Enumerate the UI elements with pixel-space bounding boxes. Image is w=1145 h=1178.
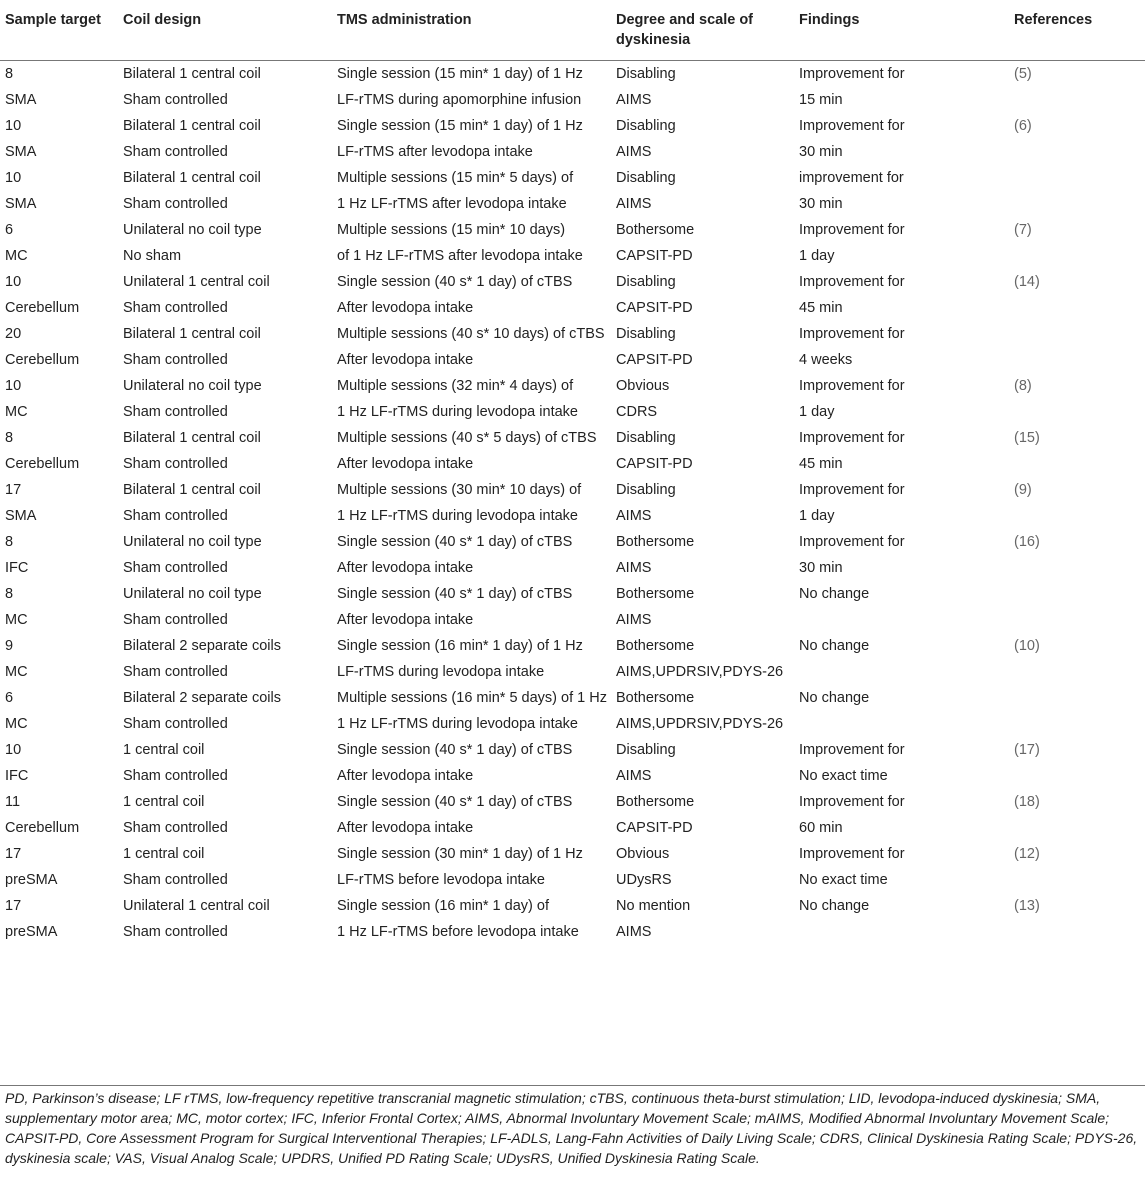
cell-sample-target: MC	[5, 611, 28, 628]
cell-findings: Improvement for	[799, 221, 905, 238]
cell-coil-design: 1 central coil	[123, 845, 205, 862]
cell-reference	[1009, 321, 1145, 347]
table-row	[0, 373, 1145, 399]
cell-reference: (13)	[1014, 897, 1040, 914]
cell-degree-scale: Disabling	[616, 481, 676, 498]
cell-sample-target: Cerebellum	[5, 819, 80, 836]
cell-findings: No change	[799, 637, 870, 654]
cell-degree-scale: No mention	[616, 897, 691, 914]
cell-coil-design: Sham controlled	[123, 559, 228, 576]
table-row	[0, 425, 1145, 451]
cell-coil-design: Bilateral 1 central coil	[123, 117, 261, 134]
cell-findings: 45 min	[799, 455, 843, 472]
header-row	[0, 6, 1145, 61]
cell-degree-scale: AIMS	[616, 923, 652, 940]
table-row	[0, 529, 1145, 555]
table-row	[0, 711, 1145, 737]
cell-coil-design: Sham controlled	[123, 195, 228, 212]
cell-degree-scale: Obvious	[616, 845, 670, 862]
cell-degree-scale: Disabling	[616, 429, 676, 446]
cell-degree-scale: Disabling	[616, 117, 676, 134]
table-row	[0, 139, 1145, 165]
cell-tms-administration: Single session (16 min* 1 day) of 1 Hz	[337, 637, 583, 654]
table-row	[0, 893, 1145, 919]
cell-reference	[1009, 815, 1145, 841]
cell-sample-target: 10	[5, 741, 22, 758]
cell-degree-scale: AIMS	[616, 611, 652, 628]
cell-findings	[794, 659, 1009, 685]
cell-tms-administration: of 1 Hz LF-rTMS after levodopa intake	[337, 247, 583, 264]
cell-tms-administration: Multiple sessions (30 min* 10 days) of	[337, 481, 582, 498]
cell-tms-administration: Single session (40 s* 1 day) of cTBS	[337, 585, 573, 602]
table-row	[0, 685, 1145, 711]
header-coil-design: Coil design	[118, 6, 332, 61]
cell-degree-scale: UDysRS	[616, 871, 672, 888]
cell-coil-design: Sham controlled	[123, 143, 228, 160]
header-findings: Findings	[794, 6, 1009, 61]
cell-sample-target: 6	[5, 221, 14, 238]
cell-tms-administration: Single session (40 s* 1 day) of cTBS	[337, 793, 573, 810]
cell-sample-target: 6	[5, 689, 14, 706]
table-row	[0, 347, 1145, 373]
cell-tms-administration: After levodopa intake	[337, 455, 474, 472]
header-sample-target: Sample target	[0, 6, 118, 61]
cell-tms-administration: LF-rTMS during apomorphine infusion	[337, 91, 582, 108]
cell-degree-scale: CDRS	[616, 403, 658, 420]
cell-coil-design: Sham controlled	[123, 767, 228, 784]
cell-reference	[1009, 399, 1145, 425]
cell-coil-design: Sham controlled	[123, 455, 228, 472]
cell-sample-target: 10	[5, 169, 22, 186]
cell-findings: Improvement for	[799, 65, 905, 82]
cell-coil-design: Unilateral 1 central coil	[123, 273, 270, 290]
cell-tms-administration: Single session (30 min* 1 day) of 1 Hz	[337, 845, 583, 862]
table-row	[0, 399, 1145, 425]
cell-findings: No change	[799, 897, 870, 914]
table-row	[0, 295, 1145, 321]
cell-sample-target: SMA	[5, 195, 37, 212]
header-tms-administration: TMS administration	[332, 6, 611, 61]
cell-tms-administration: Single session (40 s* 1 day) of cTBS	[337, 273, 573, 290]
cell-sample-target: Cerebellum	[5, 351, 80, 368]
cell-coil-design: Unilateral no coil type	[123, 221, 262, 238]
cell-reference	[1009, 581, 1145, 607]
cell-tms-administration: Single session (15 min* 1 day) of 1 Hz	[337, 65, 583, 82]
cell-degree-scale: Disabling	[616, 169, 676, 186]
table-row	[0, 321, 1145, 347]
cell-tms-administration: After levodopa intake	[337, 351, 474, 368]
cell-sample-target: 9	[5, 637, 14, 654]
cell-reference	[1009, 555, 1145, 581]
cell-degree-scale: Disabling	[616, 741, 676, 758]
table-row	[0, 659, 1145, 685]
cell-tms-administration: Multiple sessions (40 s* 10 days) of cTBS	[337, 325, 605, 342]
table-row	[0, 217, 1145, 243]
cell-reference	[1009, 451, 1145, 477]
cell-reference	[1009, 503, 1145, 529]
cell-degree-scale: AIMS	[616, 91, 652, 108]
cell-sample-target: 20	[5, 325, 22, 342]
cell-findings: No change	[799, 689, 870, 706]
cell-reference: (5)	[1014, 65, 1032, 82]
cell-sample-target: 17	[5, 481, 22, 498]
table-footnote: PD, Parkinson’s disease; LF rTMS, low-frequency repetitive transcranial magnetic stimulation; cTBS, continuous theta-burst stimulation; LID, levodopa-induced dyskinesia; SMA, supplementary motor area; MC, motor cortex; IFC, Inferior Frontal Cortex; AIMS, Abnormal Involuntary Movement Scale; mAIMS, Modified Abnormal Involuntary Movement Scale; CAPSIT-PD, Core Assessment Program for Surgical Interventional Therapies; LF-ADLS, Lang-Fahn Activities of Daily Living Scale; CDRS, Clinical Dyskinesia Rating Scale; PDYS-26, dyskinesia scale; VAS, Visual Analog Scale; UPDRS, Unified PD Rating Scale; UDysRS, Unified Dyskinesia Rating Scale.	[5, 1090, 1138, 1166]
cell-coil-design: Bilateral 2 separate coils	[123, 689, 281, 706]
cell-degree-scale: AIMS	[616, 195, 652, 212]
cell-reference: (7)	[1014, 221, 1032, 238]
header-references: References	[1009, 6, 1145, 61]
table-row	[0, 243, 1145, 269]
cell-findings: Improvement for	[799, 273, 905, 290]
cell-reference	[1009, 867, 1145, 893]
cell-findings: Improvement for	[799, 845, 905, 862]
cell-reference	[1009, 685, 1145, 711]
cell-tms-administration: Single session (16 min* 1 day) of	[337, 897, 549, 914]
cell-findings: Improvement for	[799, 325, 905, 342]
cell-reference: (16)	[1014, 533, 1040, 550]
cell-coil-design: Bilateral 2 separate coils	[123, 637, 281, 654]
table-row	[0, 503, 1145, 529]
cell-sample-target: 17	[5, 845, 22, 862]
cell-sample-target: IFC	[5, 767, 29, 784]
cell-coil-design: Bilateral 1 central coil	[123, 325, 261, 342]
cell-tms-administration: After levodopa intake	[337, 767, 474, 784]
cell-tms-administration: Single session (40 s* 1 day) of cTBS	[337, 741, 573, 758]
cell-degree-scale: Bothersome	[616, 533, 695, 550]
table-row	[0, 113, 1145, 139]
cell-degree-scale: AIMS,UPDRSIV,PDYS-26	[616, 663, 784, 680]
cell-coil-design: Sham controlled	[123, 91, 228, 108]
cell-degree-scale: AIMS	[616, 767, 652, 784]
cell-tms-administration: Multiple sessions (32 min* 4 days) of	[337, 377, 574, 394]
cell-reference: (8)	[1014, 377, 1032, 394]
cell-degree-scale: CAPSIT-PD	[616, 351, 693, 368]
cell-sample-target: SMA	[5, 143, 37, 160]
cell-sample-target: MC	[5, 663, 28, 680]
cell-findings	[794, 919, 1009, 945]
cell-tms-administration: Single session (15 min* 1 day) of 1 Hz	[337, 117, 583, 134]
cell-sample-target: Cerebellum	[5, 299, 80, 316]
table-header	[0, 6, 1145, 61]
cell-reference	[1009, 919, 1145, 945]
cell-reference	[1009, 87, 1145, 113]
cell-degree-scale: Disabling	[616, 65, 676, 82]
cell-degree-scale: AIMS,UPDRSIV,PDYS-26	[616, 715, 784, 732]
table-row	[0, 607, 1145, 633]
cell-findings: Improvement for	[799, 533, 905, 550]
cell-degree-scale: AIMS	[616, 507, 652, 524]
cell-tms-administration: Multiple sessions (15 min* 5 days) of	[337, 169, 574, 186]
cell-reference: (12)	[1014, 845, 1040, 862]
cell-degree-scale: CAPSIT-PD	[616, 299, 693, 316]
table-row	[0, 451, 1145, 477]
cell-reference	[1009, 347, 1145, 373]
cell-tms-administration: After levodopa intake	[337, 299, 474, 316]
table-row	[0, 841, 1145, 867]
cell-sample-target: SMA	[5, 91, 37, 108]
cell-coil-design: Sham controlled	[123, 923, 228, 940]
cell-findings: 15 min	[799, 91, 843, 108]
cell-reference: (10)	[1014, 637, 1040, 654]
cell-sample-target: 17	[5, 897, 22, 914]
cell-tms-administration: After levodopa intake	[337, 819, 474, 836]
tms-studies-table	[0, 6, 1145, 945]
header-degree-scale: Degree and scale of dyskinesia	[611, 6, 794, 61]
cell-tms-administration: 1 Hz LF-rTMS during levodopa intake	[337, 507, 578, 524]
cell-findings: Improvement for	[799, 117, 905, 134]
cell-coil-design: Sham controlled	[123, 403, 228, 420]
cell-findings: improvement for	[799, 169, 904, 186]
cell-degree-scale: AIMS	[616, 143, 652, 160]
cell-degree-scale: Bothersome	[616, 585, 695, 602]
cell-degree-scale: Obvious	[616, 377, 670, 394]
footnote-divider	[0, 1085, 1145, 1086]
cell-reference	[1009, 763, 1145, 789]
cell-coil-design: Bilateral 1 central coil	[123, 481, 261, 498]
cell-coil-design: No sham	[123, 247, 182, 264]
cell-coil-design: 1 central coil	[123, 741, 205, 758]
table-row	[0, 763, 1145, 789]
cell-tms-administration: Multiple sessions (15 min* 10 days)	[337, 221, 566, 238]
cell-degree-scale: CAPSIT-PD	[616, 247, 693, 264]
cell-reference	[1009, 139, 1145, 165]
cell-findings	[794, 607, 1009, 633]
table-row	[0, 581, 1145, 607]
cell-tms-administration: Multiple sessions (16 min* 5 days) of 1 Hz	[337, 689, 607, 706]
cell-tms-administration: LF-rTMS after levodopa intake	[337, 143, 533, 160]
cell-coil-design: Sham controlled	[123, 351, 228, 368]
cell-reference	[1009, 295, 1145, 321]
table-body	[0, 61, 1145, 946]
cell-coil-design: Sham controlled	[123, 715, 228, 732]
cell-findings: No exact time	[799, 767, 888, 784]
cell-coil-design: Unilateral no coil type	[123, 585, 262, 602]
table-row	[0, 269, 1145, 295]
cell-tms-administration: Single session (40 s* 1 day) of cTBS	[337, 533, 573, 550]
cell-findings: Improvement for	[799, 793, 905, 810]
cell-coil-design: Unilateral no coil type	[123, 533, 262, 550]
cell-tms-administration: 1 Hz LF-rTMS during levodopa intake	[337, 403, 578, 420]
cell-findings: 30 min	[799, 195, 843, 212]
cell-coil-design: Sham controlled	[123, 299, 228, 316]
cell-degree-scale: CAPSIT-PD	[616, 455, 693, 472]
cell-findings: 45 min	[799, 299, 843, 316]
table-row	[0, 867, 1145, 893]
cell-findings	[794, 711, 1009, 737]
table-row	[0, 919, 1145, 945]
cell-coil-design: Unilateral 1 central coil	[123, 897, 270, 914]
cell-reference: (18)	[1014, 793, 1040, 810]
cell-sample-target: Cerebellum	[5, 455, 80, 472]
cell-coil-design: Bilateral 1 central coil	[123, 429, 261, 446]
cell-tms-administration: Multiple sessions (40 s* 5 days) of cTBS	[337, 429, 597, 446]
table-row	[0, 555, 1145, 581]
table-row	[0, 815, 1145, 841]
cell-sample-target: IFC	[5, 559, 29, 576]
cell-reference	[1009, 191, 1145, 217]
cell-findings: No change	[799, 585, 870, 602]
cell-coil-design: Sham controlled	[123, 871, 228, 888]
cell-findings: Improvement for	[799, 741, 905, 758]
table-row	[0, 87, 1145, 113]
cell-coil-design: Sham controlled	[123, 611, 228, 628]
cell-tms-administration: 1 Hz LF-rTMS after levodopa intake	[337, 195, 567, 212]
cell-degree-scale: Bothersome	[616, 793, 695, 810]
cell-findings: 1 day	[799, 247, 835, 264]
cell-tms-administration: After levodopa intake	[337, 611, 474, 628]
cell-findings: 1 day	[799, 507, 835, 524]
cell-findings: 30 min	[799, 559, 843, 576]
cell-reference: (17)	[1014, 741, 1040, 758]
cell-findings: 30 min	[799, 143, 843, 160]
cell-tms-administration: LF-rTMS during levodopa intake	[337, 663, 545, 680]
table-row	[0, 191, 1145, 217]
cell-sample-target: MC	[5, 247, 28, 264]
cell-sample-target: 10	[5, 117, 22, 134]
cell-sample-target: 10	[5, 377, 22, 394]
cell-findings: No exact time	[799, 871, 888, 888]
cell-coil-design: Sham controlled	[123, 819, 228, 836]
cell-degree-scale: Disabling	[616, 325, 676, 342]
cell-degree-scale: Bothersome	[616, 637, 695, 654]
cell-sample-target: 8	[5, 65, 14, 82]
table-row	[0, 61, 1145, 88]
cell-reference	[1009, 243, 1145, 269]
cell-sample-target: SMA	[5, 507, 37, 524]
cell-reference	[1009, 165, 1145, 191]
cell-findings: 60 min	[799, 819, 843, 836]
table-row	[0, 477, 1145, 503]
cell-tms-administration: LF-rTMS before levodopa intake	[337, 871, 545, 888]
table-row	[0, 633, 1145, 659]
cell-sample-target: preSMA	[5, 871, 58, 888]
cell-findings: Improvement for	[799, 377, 905, 394]
cell-reference	[1009, 607, 1145, 633]
cell-degree-scale: Bothersome	[616, 689, 695, 706]
cell-tms-administration: After levodopa intake	[337, 559, 474, 576]
cell-coil-design: Bilateral 1 central coil	[123, 169, 261, 186]
cell-degree-scale: Bothersome	[616, 221, 695, 238]
table-row	[0, 789, 1145, 815]
cell-findings: 4 weeks	[799, 351, 853, 368]
cell-reference	[1009, 659, 1145, 685]
cell-coil-design: Unilateral no coil type	[123, 377, 262, 394]
cell-reference: (6)	[1014, 117, 1032, 134]
cell-sample-target: MC	[5, 403, 28, 420]
cell-sample-target: 8	[5, 585, 14, 602]
cell-degree-scale: AIMS	[616, 559, 652, 576]
cell-sample-target: 8	[5, 429, 14, 446]
table-row	[0, 165, 1145, 191]
cell-sample-target: 11	[5, 793, 21, 810]
table-row	[0, 737, 1145, 763]
cell-sample-target: preSMA	[5, 923, 58, 940]
cell-reference: (15)	[1014, 429, 1040, 446]
cell-reference	[1009, 711, 1145, 737]
cell-degree-scale: CAPSIT-PD	[616, 819, 693, 836]
cell-sample-target: MC	[5, 715, 28, 732]
cell-findings: 1 day	[799, 403, 835, 420]
cell-tms-administration: 1 Hz LF-rTMS during levodopa intake	[337, 715, 578, 732]
cell-coil-design: Bilateral 1 central coil	[123, 65, 261, 82]
cell-coil-design: 1 central coil	[123, 793, 205, 810]
cell-coil-design: Sham controlled	[123, 507, 228, 524]
cell-sample-target: 10	[5, 273, 22, 290]
cell-findings: Improvement for	[799, 429, 905, 446]
cell-reference: (9)	[1014, 481, 1032, 498]
cell-coil-design: Sham controlled	[123, 663, 228, 680]
cell-reference: (14)	[1014, 273, 1040, 290]
cell-findings: Improvement for	[799, 481, 905, 498]
cell-tms-administration: 1 Hz LF-rTMS before levodopa intake	[337, 923, 579, 940]
cell-degree-scale: Disabling	[616, 273, 676, 290]
cell-sample-target: 8	[5, 533, 14, 550]
